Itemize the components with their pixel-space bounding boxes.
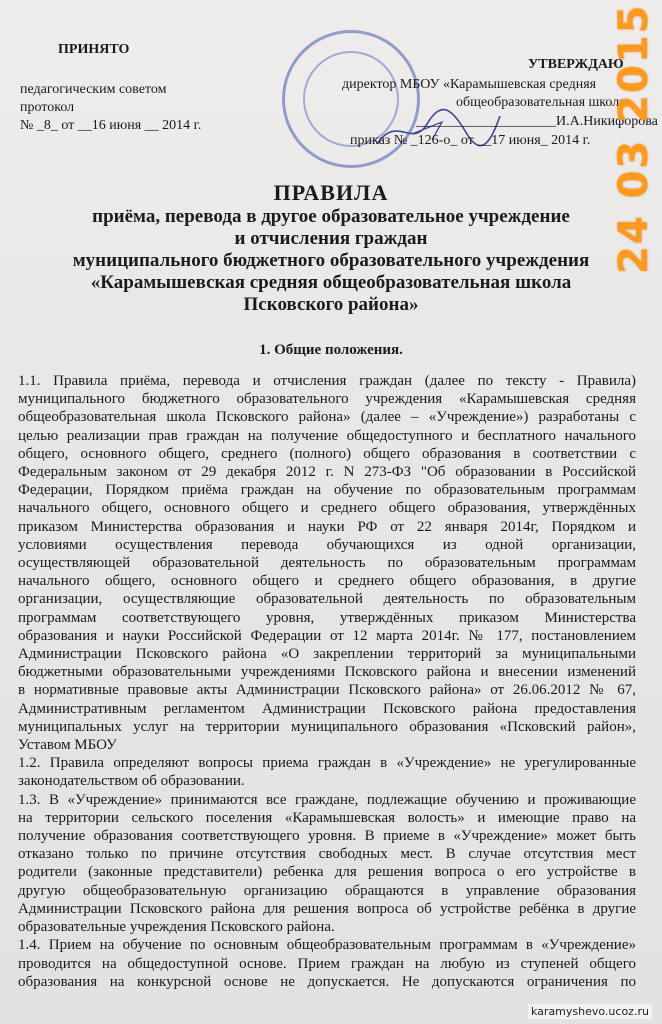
body-text — [18, 372, 636, 991]
approved-line: приказ № _126-о_ от __17 июня_ 2014 г. — [350, 133, 591, 148]
body-line: Уставом МБОУ — [18, 737, 117, 754]
body-line: другую общеобразовательную организацию обращаются в управление образования — [18, 882, 636, 899]
body-line: родители (законные представители) ребенка для решения вопроса о его устройстве в — [18, 864, 636, 881]
body-line: организации, осуществляющие образовательной деятельность по образовательным — [18, 591, 636, 608]
accepted-line: протокол — [20, 100, 75, 115]
body-line: Административным регламентом Администрации Псковского района предоставления — [18, 700, 636, 717]
body-line: 1.1. Правила приёма, перевода и отчисления граждан (далее по тексту - Правила) — [18, 373, 636, 389]
body-line: муниципальных услуг на территории муниципального образования «Псковский район», — [18, 718, 636, 735]
body-line: бюджетными образовательными учреждениями Псковского района и внесении изменений — [18, 664, 636, 681]
title-line: муниципального бюджетного образовательного учреждения — [72, 250, 590, 271]
title-line: Псковского района» — [243, 294, 419, 315]
body-line: общеобразовательная школа Псковского района» (далее – «Учреждение») разработаны с — [18, 409, 636, 426]
website-watermark: karamyshevo.ucoz.ru — [528, 1004, 652, 1019]
approved-line: общеобразовательная школа» — [456, 95, 633, 110]
body-line: приказом Министерства образования и науки РФ от 22 января 2014г, Порядком и — [18, 518, 636, 535]
body-line: Федеральным законом от 29 декабря 2012 г. N 273-ФЗ "Об образовании в Российской — [18, 464, 636, 481]
body-line: осуществляющей образовательной деятельность по образовательным программам — [18, 555, 636, 572]
approved-line: директор МБОУ «Карамышевская средняя — [342, 77, 597, 92]
body-line: условиями осуществления перевода обучающихся из одной организации, — [18, 536, 636, 553]
body-line: муниципального бюджетного образовательного учреждения «Карамышевская средняя — [18, 391, 636, 408]
body-line: 1.3. В «Учреждение» принимаются все граждане, подлежащие обучению и проживающие — [18, 791, 636, 808]
body-line: 1.2. Правила определяют вопросы приема граждан в «Учреждение» не урегулированные — [18, 755, 636, 772]
section-heading: 1. Общие положения. — [259, 342, 403, 358]
body-line: получение образования соответствующего уровня. В приеме в «Учреждение» может быть — [18, 828, 636, 845]
document-title — [0, 180, 662, 316]
body-line: общего, основного общего, среднего (полного) общего образования в соответствии с — [18, 445, 636, 462]
title-line: и отчисления граждан — [234, 228, 428, 249]
approved-line: ____________________И.А.Никифорова — [416, 114, 658, 129]
body-line: отказано только по причине отсутствия свободных мест. В случае отсутствия мест — [18, 846, 636, 863]
title-main: ПРАВИЛА — [273, 180, 389, 205]
body-line: проводится на общедоступной основе. Прием граждан на любую из ступеней общего — [18, 955, 636, 972]
date-stamp: 24 03 2015 — [611, 3, 657, 274]
body-line: Администрации Псковского района «О закреплении территорий за муниципальными — [18, 646, 636, 663]
accepted-title: ПРИНЯТО — [58, 42, 130, 57]
body-line: в нормативные правовые акты Администрации Псковского района» от 26.06.2012 № 67, — [18, 682, 636, 699]
accepted-line: № _8_ от __16 июня __ 2014 г. — [20, 118, 202, 133]
body-line: образования на конкурсной основе не допускается. Не допускаются ограничения по — [18, 973, 636, 990]
body-line: программам соответствующего уровня, утверждённых приказом Министерства — [18, 609, 636, 626]
body-line: образовательные учреждения Псковского района. — [18, 919, 335, 936]
body-line: Администрации Псковского района для решения вопроса об устройстве ребёнка в другие — [18, 900, 636, 917]
body-line: целью реализации прав граждан на получение общедоступного и бесплатного начального — [18, 427, 636, 444]
approved-title: УТВЕРЖДАЮ — [528, 57, 624, 72]
accepted-line: педагогическим советом — [20, 82, 167, 97]
body-line: 1.4. Прием на обучение по основным общеобразовательным программам в «Учреждение» — [18, 937, 636, 954]
body-line: образования и науки Российской Федерации от 12 марта 2014г. № 177, постановлением — [18, 627, 636, 644]
body-line: законодательством об образовании. — [18, 773, 245, 790]
body-line: Федерации, Порядком приёма граждан на обучение по образовательным программам — [18, 482, 636, 499]
title-line: приёма, перевода в другое образовательное учреждение — [92, 206, 570, 227]
body-line: начального общего, основного общего и среднего общего образования, утверждённых — [18, 500, 636, 517]
body-line: начального общего, основного общего и среднего общего образования, в другие — [18, 573, 636, 590]
title-line: «Карамышевская средняя общеобразовательная школа — [90, 272, 572, 293]
body-line: на территории сельского поселения «Карамышевская волость» и имеющие право на — [18, 809, 636, 826]
